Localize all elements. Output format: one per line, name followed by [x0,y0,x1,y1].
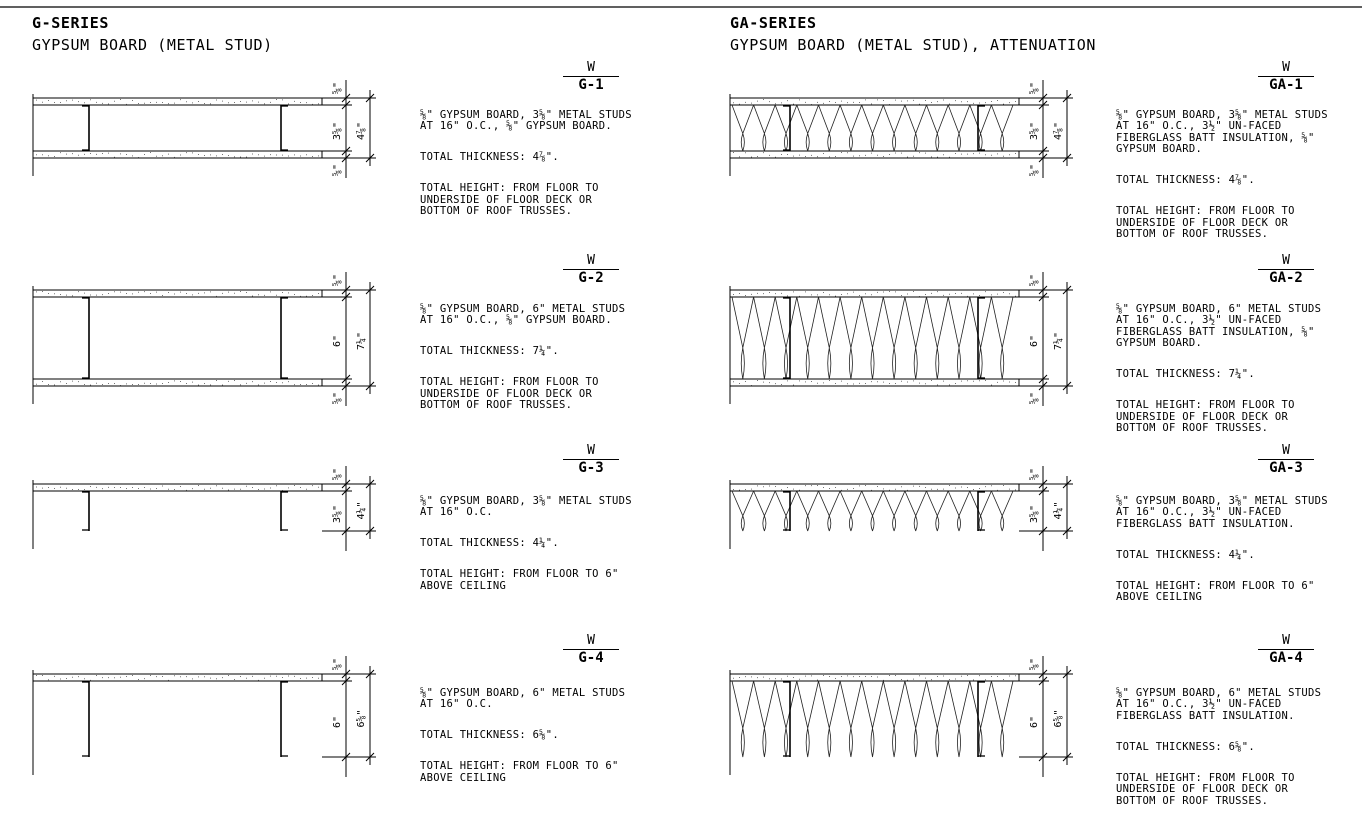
gypsum-board-bottom [730,379,1019,386]
wall-tag-ga1: W GA-1 [1258,60,1314,94]
dimension-string [322,656,376,777]
dim-total: 4⅞" [1053,121,1064,141]
thickness: TOTAL THICKNESS: 7¼". [420,345,560,357]
wall-tag-g4: W G-4 [563,633,619,667]
wall-note-g1 [420,98,632,237]
thickness: TOTAL THICKNESS: 4⅞". [1116,174,1256,186]
dim-total: 4¼" [1053,501,1064,520]
left-series-title: GYPSUM BOARD (METAL STUD) [32,36,273,54]
gypsum-board-top [33,484,322,491]
insulation-batt-icon [732,681,1013,757]
wall-note-ga2 [1116,292,1328,454]
wall-section-ga4 [730,656,1073,777]
dim-face-bottom: ⅝" [1029,391,1040,405]
metal-stud-right [281,105,288,151]
dim-face-top: ⅝" [332,273,343,287]
dimension-string [1019,80,1073,178]
height: TOTAL HEIGHT: FROM FLOOR TO UNDERSIDE OF FLOOR DECK OR BOTTOM OF ROOF TRUSSES. [1116,399,1295,434]
dimension-string [1019,466,1073,551]
dim-stud: 3⅝" [332,121,343,141]
metal-stud-right [281,297,288,379]
gypsum-board-top [730,484,1019,491]
wall-tag-g3: W G-3 [563,443,619,477]
dim-face-top: ⅝" [1029,657,1040,671]
dim-total: 6⅝" [356,709,367,728]
gypsum-board-bottom [33,379,322,386]
wall-section-g2 [33,272,376,406]
dimension-string [322,466,376,551]
gypsum-board-top [33,98,322,105]
description: ⅝" GYPSUM BOARD, 3⅝" METAL STUDS AT 16" O.C. [420,494,632,518]
wall-section-ga2 [730,272,1073,406]
wall-note-g4 [420,676,632,804]
dim-stud: 3⅝" [1029,121,1040,141]
dim-face-top: ⅝" [1029,273,1040,287]
dim-stud: 3⅝" [332,504,343,524]
wall-section-g3 [33,466,376,551]
thickness: TOTAL THICKNESS: 6⅝". [420,729,560,741]
height: TOTAL HEIGHT: FROM FLOOR TO 6" ABOVE CEILING [1116,579,1315,603]
gypsum-board-top [730,290,1019,297]
wall-note-ga3 [1116,484,1328,623]
dimension-string [322,80,376,178]
dim-total: 7¼" [1053,331,1064,351]
height: TOTAL HEIGHT: FROM FLOOR TO UNDERSIDE OF FLOOR DECK OR BOTTOM OF ROOF TRUSSES. [420,182,599,217]
dim-face-top: ⅝" [332,657,343,671]
dim-stud: 3⅝" [1029,504,1040,524]
height: TOTAL HEIGHT: FROM FLOOR TO UNDERSIDE OF FLOOR DECK OR BOTTOM OF ROOF TRUSSES. [1116,205,1295,240]
description: ⅝" GYPSUM BOARD, 6" METAL STUDS AT 16" O.C., ⅝" GYPSUM BOARD. [420,302,626,326]
description: ⅝" GYPSUM BOARD, 3⅝" METAL STUDS AT 16" O.C., 3½" UN-FACED FIBERGLASS BATT INSULATION, ⅝" GYPSUM BOARD. [1116,108,1328,155]
wall-note-g2 [420,292,632,431]
dimension-string [1019,272,1073,406]
dim-total: 6⅝" [1053,709,1064,728]
gypsum-board-bottom [33,151,322,158]
dim-face-top: ⅝" [332,81,343,95]
description: ⅝" GYPSUM BOARD, 6" METAL STUDS AT 16" O.C., 3½" UN-FACED FIBERGLASS BATT INSULATION, ⅝" GYPSUM BOARD. [1116,302,1322,349]
metal-stud-right [281,491,288,531]
dim-stud: 6" [1029,334,1040,348]
dim-face-top: ⅝" [332,467,343,481]
dim-stud: 6" [332,334,343,348]
gypsum-board-top [730,98,1019,105]
dim-face-bottom: ⅝" [332,391,343,405]
thickness: TOTAL THICKNESS: 7¼". [1116,368,1256,380]
wall-tag-g2: W G-2 [563,253,619,287]
gypsum-board-top [730,674,1019,681]
metal-stud-left [82,297,89,379]
insulation-batt-icon [732,491,1013,531]
wall-note-ga1 [1116,98,1328,260]
metal-stud-left [82,105,89,151]
thickness: TOTAL THICKNESS: 4¼". [1116,548,1256,561]
right-series-title: GYPSUM BOARD (METAL STUD), ATTENUATION [730,36,1096,54]
insulation-batt-icon [732,297,1013,379]
wall-section-g1 [33,80,376,178]
dim-total: 4¼" [356,501,367,520]
description: ⅝" GYPSUM BOARD, 3⅝" METAL STUDS AT 16" O.C., ⅝" GYPSUM BOARD. [420,108,632,132]
wall-tag-g1: W G-1 [563,60,619,94]
left-series-code: G-SERIES [32,14,110,32]
height: TOTAL HEIGHT: FROM FLOOR TO 6" ABOVE CEILING [420,760,619,784]
dim-face-top: ⅝" [1029,467,1040,481]
wall-section-ga1 [730,80,1073,178]
wall-note-ga4 [1116,676,1328,827]
wall-tag-ga3: W GA-3 [1258,443,1314,477]
right-series-code: GA-SERIES [730,14,817,32]
height: TOTAL HEIGHT: FROM FLOOR TO UNDERSIDE OF FLOOR DECK OR BOTTOM OF ROOF TRUSSES. [1116,771,1295,807]
dim-stud: 6" [1029,715,1040,729]
dim-face-bottom: ⅝" [1029,163,1040,177]
dim-face-bottom: ⅝" [332,163,343,177]
wall-tag-ga2: W GA-2 [1258,253,1314,287]
dim-face-top: ⅝" [1029,81,1040,95]
wall-section-ga3 [730,466,1073,551]
wall-note-g3 [420,484,632,612]
thickness: TOTAL THICKNESS: 4⅞". [420,151,560,163]
gypsum-board-top [33,290,322,297]
dim-stud: 6" [332,715,343,729]
metal-stud-left [82,491,89,531]
dim-total: 7¼" [356,331,367,351]
dimension-string [322,272,376,406]
gypsum-board-top [33,674,322,681]
wall-tag-ga4: W GA-4 [1258,633,1314,667]
insulation-batt-icon [732,105,1013,151]
dimension-string [1019,656,1073,777]
height: TOTAL HEIGHT: FROM FLOOR TO UNDERSIDE OF FLOOR DECK OR BOTTOM OF ROOF TRUSSES. [420,376,599,411]
description: ⅝" GYPSUM BOARD, 6" METAL STUDS AT 16" O.C., 3½" UN-FACED FIBERGLASS BATT INSULATION. [1116,686,1322,722]
description: ⅝" GYPSUM BOARD, 3⅝" METAL STUDS AT 16" O.C., 3½" UN-FACED FIBERGLASS BATT INSULATION. [1116,494,1328,530]
description: ⅝" GYPSUM BOARD, 6" METAL STUDS AT 16" O.C. [420,686,626,710]
height: TOTAL HEIGHT: FROM FLOOR TO 6" ABOVE CEILING [420,568,619,592]
dim-total: 4⅞" [356,121,367,141]
wall-section-g4 [33,656,376,777]
metal-stud-left [82,681,89,757]
gypsum-board-bottom [730,151,1019,158]
thickness: TOTAL THICKNESS: 6⅝". [1116,740,1256,753]
thickness: TOTAL THICKNESS: 4¼". [420,537,560,549]
metal-stud-right [281,681,288,757]
